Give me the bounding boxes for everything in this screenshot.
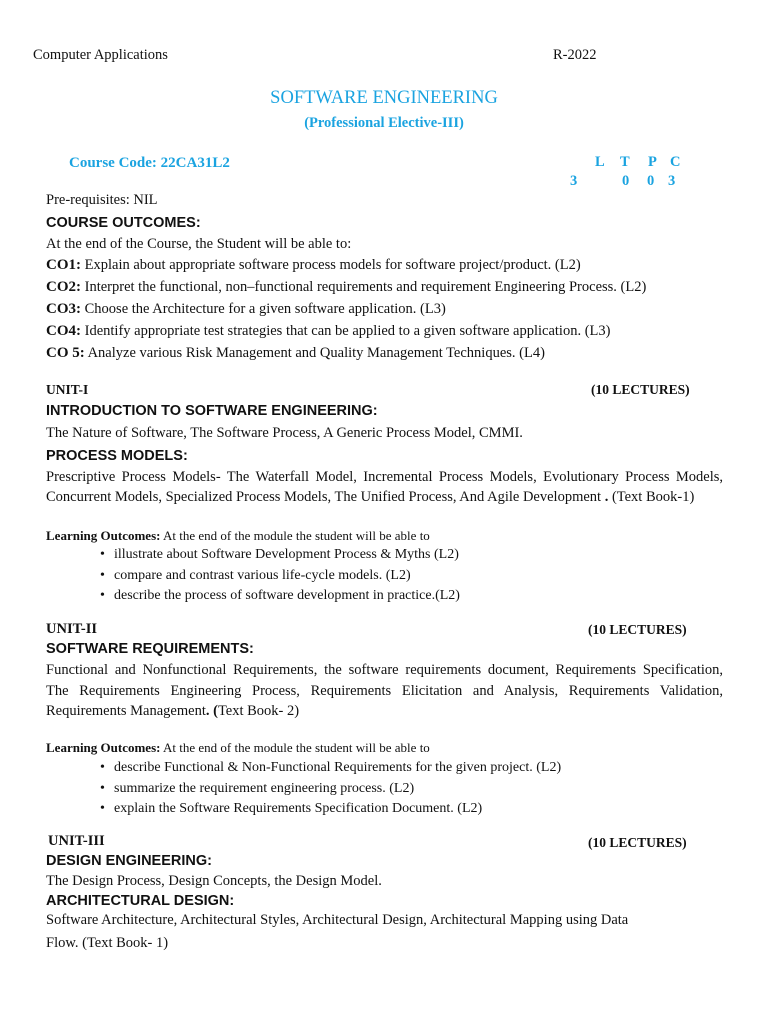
lo-intro: At the end of the module the student will be able to bbox=[160, 528, 430, 543]
unit2-para-line1: Functional and Nonfunctional Requirements, the software requirements document, Requirements Specification, bbox=[46, 662, 723, 678]
unit2-para-line3 bbox=[46, 703, 299, 720]
ltpc-label-p: P bbox=[648, 154, 657, 170]
course-outcomes-intro: At the end of the Course, the Student will be able to: bbox=[46, 236, 352, 252]
unit2-heading: SOFTWARE REQUIREMENTS: bbox=[46, 641, 254, 657]
co-code: CO1: bbox=[46, 257, 81, 273]
ltpc-value-l: 3 bbox=[570, 173, 578, 189]
ltpc-label-c: C bbox=[670, 154, 681, 170]
unit1-learning-outcomes bbox=[46, 528, 430, 544]
list-item: • explain the Software Requirements Specification Document. (L2) bbox=[100, 799, 561, 820]
co-code: CO 5: bbox=[46, 345, 85, 361]
header-left: Computer Applications bbox=[33, 47, 168, 63]
ltpc-value-t: 0 bbox=[622, 173, 630, 189]
unit3-lectures: (10 LECTURES) bbox=[588, 835, 687, 850]
unit1-lo-list bbox=[100, 545, 460, 607]
unit2-learning-outcomes bbox=[46, 740, 430, 756]
unit1-lectures: (10 LECTURES) bbox=[591, 382, 690, 397]
unit2-label: UNIT-II bbox=[46, 621, 98, 637]
co-item bbox=[46, 301, 446, 318]
ltpc-label-t: T bbox=[620, 154, 630, 170]
co-text: Interpret the functional, non–functional requirements and requirement Engineering Process. (L2) bbox=[81, 279, 647, 295]
unit2-lectures: (10 LECTURES) bbox=[588, 622, 687, 637]
architectural-design-line1: Software Architecture, Architectural Styles, Architectural Design, Architectural Mapping using Data bbox=[46, 912, 629, 928]
co-item bbox=[46, 279, 646, 296]
process-models-textbook: (Text Book-1) bbox=[611, 489, 695, 505]
architectural-design-line2: Flow. (Text Book- 1) bbox=[46, 935, 169, 951]
co-item bbox=[46, 257, 581, 274]
process-models-heading: PROCESS MODELS: bbox=[46, 448, 188, 464]
unit3-label: UNIT-III bbox=[48, 833, 105, 849]
lo-label: Learning Outcomes: bbox=[46, 528, 161, 543]
header-right: R-2022 bbox=[553, 47, 597, 63]
process-models-text: Concurrent Models, Specialized Process Models, The Unified Process, And Agile Development bbox=[46, 489, 602, 505]
course-code: Course Code: 22CA31L2 bbox=[69, 155, 230, 171]
list-item: • compare and contrast various life-cycle models. (L2) bbox=[100, 566, 460, 587]
process-models-punct: . bbox=[601, 489, 612, 505]
ltpc-value-c: 3 bbox=[668, 173, 676, 189]
page-subtitle: (Professional Elective-III) bbox=[304, 115, 464, 131]
unit1-topics: The Nature of Software, The Software Process, A Generic Process Model, CMMI. bbox=[46, 425, 523, 441]
co-item bbox=[46, 345, 545, 362]
prerequisites: Pre-requisites: NIL bbox=[46, 192, 158, 208]
process-models-line1: Prescriptive Process Models- The Waterfall Model, Incremental Process Models, Evolutionary Process Models, bbox=[46, 469, 723, 485]
list-item: • summarize the requirement engineering process. (L2) bbox=[100, 779, 561, 800]
unit2-lo-list bbox=[100, 758, 561, 820]
unit2-para-text: Requirements Management bbox=[46, 703, 206, 719]
co-code: CO3: bbox=[46, 301, 81, 317]
architectural-design-heading: ARCHITECTURAL DESIGN: bbox=[46, 893, 235, 909]
unit2-para-textbook: Text Book- 2) bbox=[217, 703, 300, 719]
course-outcomes-heading: COURSE OUTCOMES: bbox=[46, 215, 201, 231]
co-text: Analyze various Risk Management and Quality Management Techniques. (L4) bbox=[84, 345, 545, 361]
ltpc-label-l: L bbox=[595, 154, 605, 170]
unit2-para-punct: . ( bbox=[205, 703, 218, 719]
unit1-label: UNIT-I bbox=[46, 382, 89, 397]
page-title: SOFTWARE ENGINEERING bbox=[270, 88, 498, 108]
list-item: • describe Functional & Non-Functional Requirements for the given project. (L2) bbox=[100, 758, 561, 779]
co-text: Choose the Architecture for a given software application. (L3) bbox=[81, 301, 446, 317]
list-item: • illustrate about Software Development Process & Myths (L2) bbox=[100, 545, 460, 566]
unit2-para-line2: The Requirements Engineering Process, Requirements Elicitation and Analysis, Requirements Validation, bbox=[46, 683, 723, 699]
co-text: Explain about appropriate software process models for software project/product. (L2) bbox=[81, 257, 581, 273]
process-models-line2 bbox=[46, 489, 694, 506]
lo-label: Learning Outcomes: bbox=[46, 740, 161, 755]
unit3-heading: DESIGN ENGINEERING: bbox=[46, 853, 212, 869]
co-code: CO2: bbox=[46, 279, 81, 295]
unit1-heading: INTRODUCTION TO SOFTWARE ENGINEERING: bbox=[46, 403, 378, 419]
ltpc-value-p: 0 bbox=[647, 173, 655, 189]
co-code: CO4: bbox=[46, 323, 81, 339]
list-item: • describe the process of software development in practice.(L2) bbox=[100, 586, 460, 607]
unit3-topics: The Design Process, Design Concepts, the Design Model. bbox=[46, 873, 382, 889]
co-item bbox=[46, 323, 610, 340]
co-text: Identify appropriate test strategies that can be applied to a given software application. (L3) bbox=[81, 323, 611, 339]
lo-intro: At the end of the module the student will be able to bbox=[160, 740, 430, 755]
